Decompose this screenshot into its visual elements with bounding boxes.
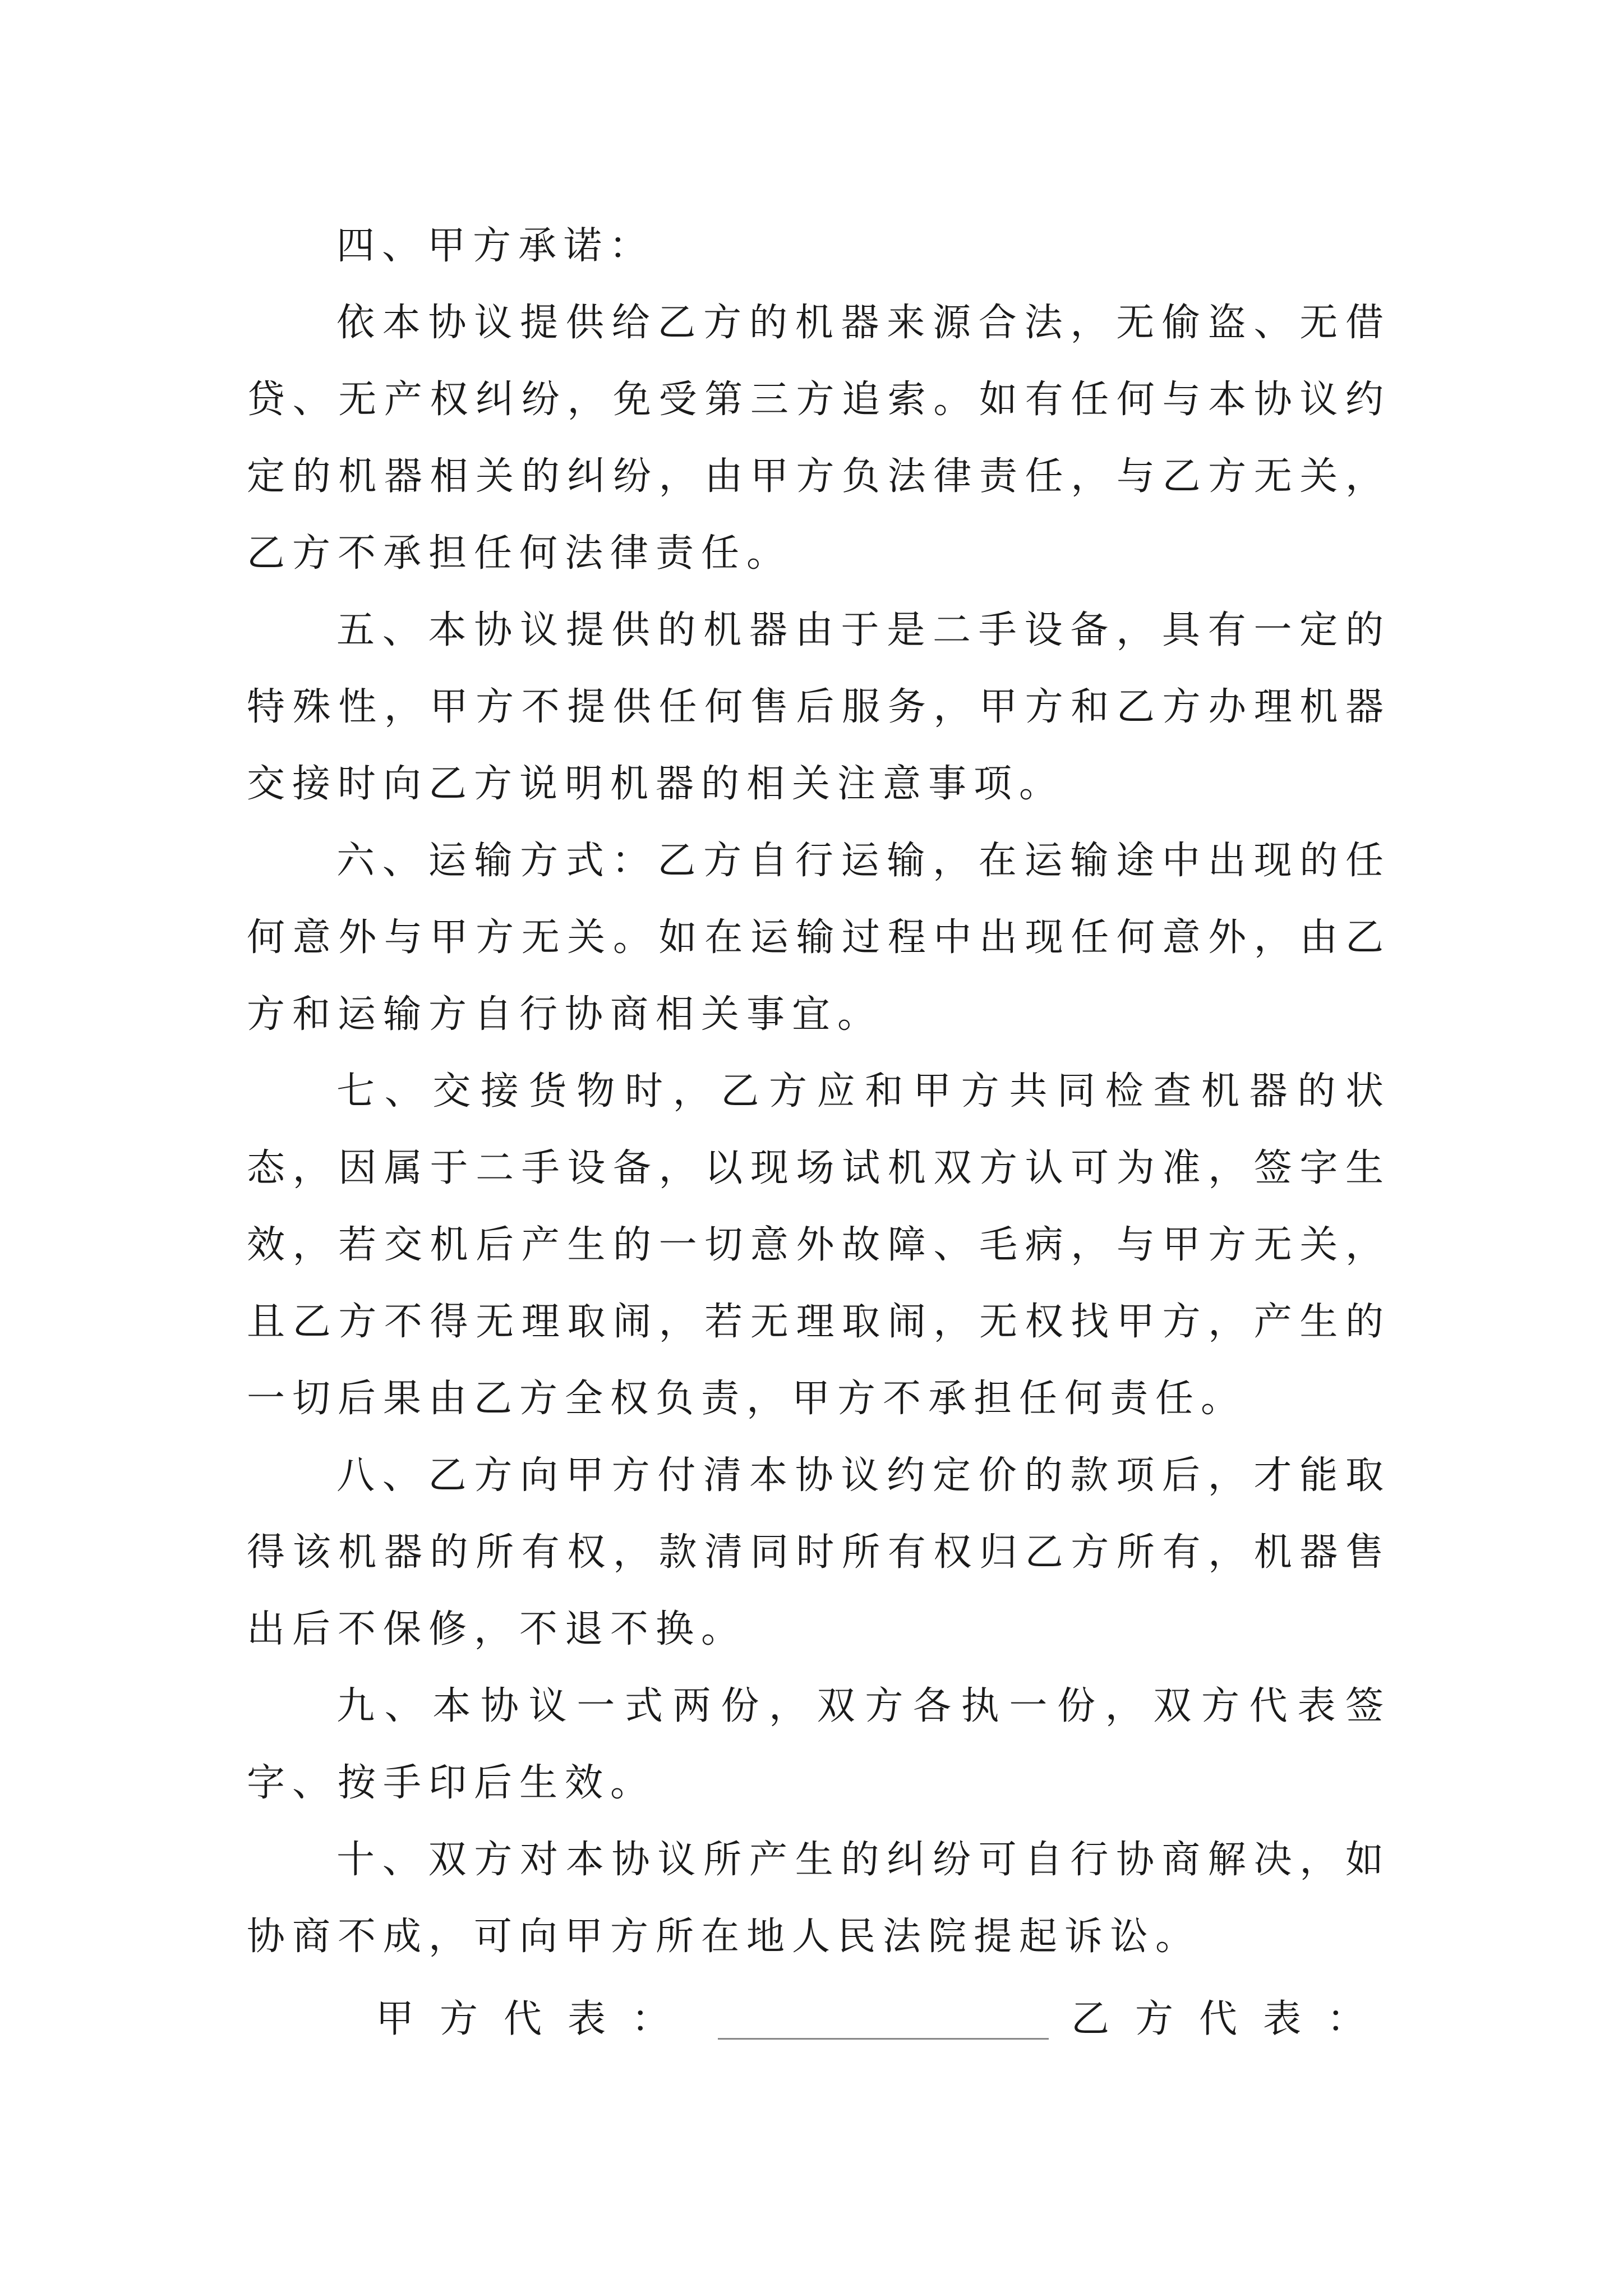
party-a-representative-label: 甲方代表： <box>376 1997 696 2041</box>
party-b-representative-label: 乙方代表： <box>1071 1997 1391 2041</box>
document-body <box>247 208 1391 2058</box>
paragraph-clause-9: 九、本协议一式两份，双方各执一份，双方代表签字、按手印后生效。 <box>247 1684 1391 1805</box>
paragraph-clause-7: 七、交接货物时，乙方应和甲方共同检查机器的状态，因属于二手设备，以现场试机双方认可为准，签字生效，若交机后产生的一切意外故障、毛病，与甲方无关，且乙方不得无理取闹，若无理取闹，无权找甲方，产生的一切后果由乙方全权负责，甲方不承担任何责任。 <box>247 1069 1391 1421</box>
paragraph-clause-4-body: 依本协议提供给乙方的机器来源合法，无偷盗、无借贷、无产权纠纷，免受第三方追索。如有任何与本协议约定的机器相关的纠纷，由甲方负法律责任，与乙方无关，乙方不承担任何法律责任。 <box>247 301 1391 576</box>
paragraph-clause-4-heading: 四、甲方承诺： <box>336 224 655 268</box>
paragraph-clause-5: 五、本协议提供的机器由于是二手设备，具有一定的特殊性，甲方不提供任何售后服务，甲方和乙方办理机器交接时向乙方说明机器的相关注意事项。 <box>247 608 1391 806</box>
paragraph-clause-10: 十、双方对本协议所产生的纠纷可自行协商解决，如协商不成，可向甲方所在地人民法院提起诉讼。 <box>247 1838 1391 1959</box>
paragraph-clause-6: 六、运输方式：乙方自行运输，在运输途中出现的任何意外与甲方无关。如在运输过程中出现任何意外，由乙方和运输方自行协商相关事宜。 <box>247 839 1391 1037</box>
signature-line <box>247 1981 1391 2058</box>
party-a-signature-blank <box>718 1999 1049 2040</box>
paragraph-clause-8: 八、乙方向甲方付清本协议约定价的款项后，才能取得该机器的所有权，款清同时所有权归乙方所有，机器售出后不保修，不退不换。 <box>247 1453 1391 1651</box>
